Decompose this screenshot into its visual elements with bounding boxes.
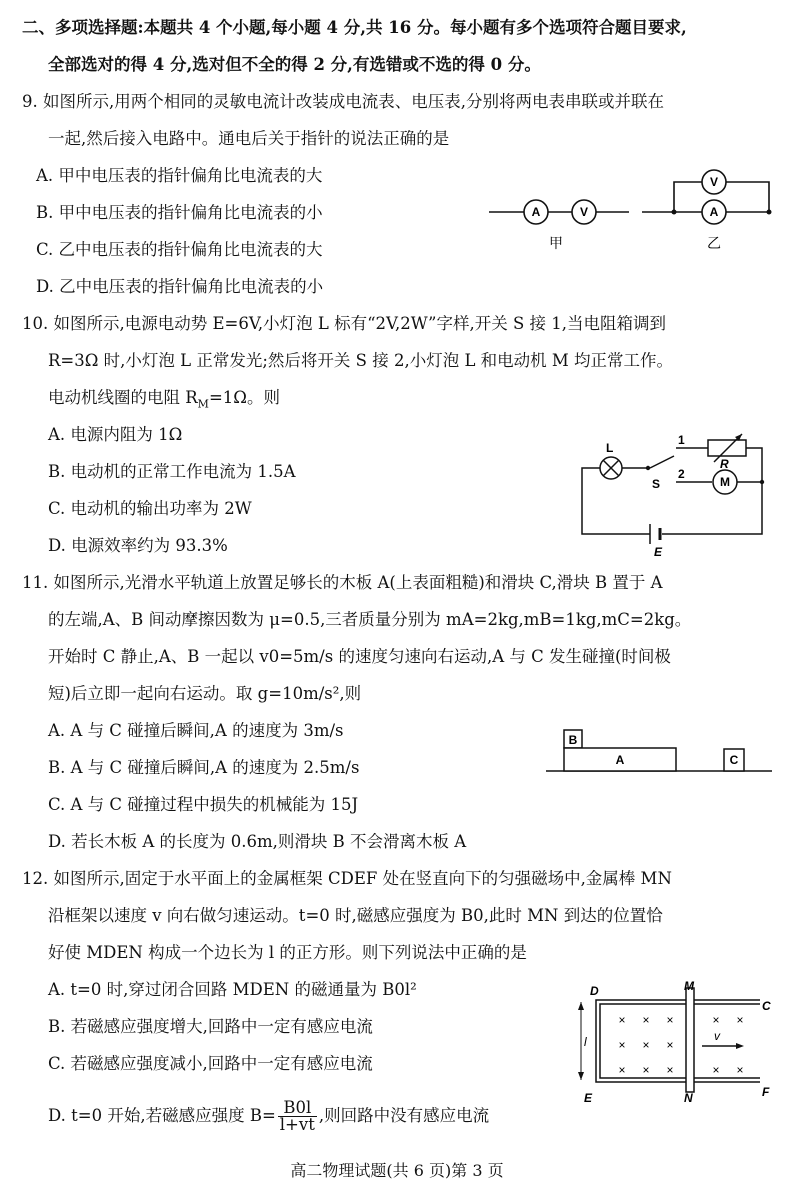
q11-option-c: C. A 与 C 碰撞过程中损失的机械能为 15J — [48, 795, 359, 814]
q12-field-cross: × — [618, 1063, 626, 1077]
q12-field-cross: × — [666, 1013, 674, 1027]
q10-circuit-figure — [570, 430, 780, 560]
q9-label-jia: 甲 — [549, 235, 563, 251]
q12-field-cross: × — [666, 1063, 674, 1077]
q9-ammeter-label-2: A — [709, 205, 719, 219]
q12-fraction-denominator: l+vt — [279, 1115, 315, 1134]
q11-figure — [544, 722, 776, 778]
q12-field-cross: × — [666, 1038, 674, 1052]
section-heading: 二、多项选择题:本题共 4 个小题,每小题 4 分,共 16 分。每小题有多个选项符合题目要求, — [22, 18, 687, 37]
q11-stem-2: 的左端,A、B 间动摩擦因数为 μ=0.5,三者质量分别为 mA=2kg,mB=1kg,mC=2kg。 — [48, 610, 692, 629]
q12-label-v: v — [714, 1029, 720, 1043]
q12-label-N: N — [684, 1091, 693, 1102]
q12-figure — [576, 978, 784, 1102]
q11-option-d: D. 若长木板 A 的长度为 0.6m,则滑块 B 不会滑离木板 A — [48, 832, 467, 851]
q10-option-b: B. 电动机的正常工作电流为 1.5A — [48, 462, 296, 481]
q10-option-d: D. 电源效率约为 93.3% — [48, 536, 228, 555]
q9-voltmeter-label: V — [579, 205, 589, 219]
q9-option-a: A. 甲中电压表的指针偏角比电流表的大 — [36, 166, 323, 185]
q12-fraction-numerator: B0l — [278, 1100, 317, 1117]
q11-stem-3: 开始时 C 静止,A、B 一起以 v0=5m/s 的速度匀速向右运动,A 与 C 发生碰撞(时间极 — [48, 647, 671, 666]
q12-option-a: A. t=0 时,穿过闭合回路 MDEN 的磁通量为 B0l² — [48, 980, 417, 999]
q11-option-b: B. A 与 C 碰撞后瞬间,A 的速度为 2.5m/s — [48, 758, 360, 777]
q10-option-c: C. 电动机的输出功率为 2W — [48, 499, 252, 518]
q11-block-C-label: C — [729, 753, 739, 767]
q12-field-cross: × — [618, 1013, 626, 1027]
q10-stem-2: R=3Ω 时,小灯泡 L 正常发光;然后将开关 S 接 2,小灯泡 L 和电动机 M 均正常工作。 — [48, 351, 674, 370]
q12-option-b: B. 若磁感应强度增大,回路中一定有感应电流 — [48, 1017, 373, 1036]
q9-option-b: B. 甲中电压表的指针偏角比电流表的小 — [36, 203, 323, 222]
q9-label-yi: 乙 — [707, 235, 721, 251]
q12-label-E: E — [584, 1091, 593, 1102]
q12-field-cross: × — [712, 1063, 720, 1077]
q12-option-c: C. 若磁感应强度减小,回路中一定有感应电流 — [48, 1054, 373, 1073]
q10-label-L: L — [606, 441, 614, 455]
q9-option-c: C. 乙中电压表的指针偏角比电流表的大 — [36, 240, 323, 259]
page-footer: 高二物理试题(共 6 页)第 3 页 — [290, 1161, 504, 1180]
q12-field-cross: × — [736, 1063, 744, 1077]
q12-label-D: D — [590, 984, 599, 998]
q12-stem-2: 沿框架以速度 v 向右做匀速运动。t=0 时,磁感应强度为 B0,此时 MN 到达的位置恰 — [48, 906, 663, 925]
q11-block-B-label: B — [568, 733, 578, 747]
q12-label-F: F — [762, 1085, 770, 1099]
q11-stem-4: 短)后立即一起向右运动。取 g=10m/s²,则 — [48, 684, 362, 703]
q12-field-cross: × — [642, 1038, 650, 1052]
q10-label-S: S — [652, 477, 661, 491]
q9-voltmeter-label-2: V — [709, 175, 719, 189]
q10-label-E: E — [654, 545, 663, 559]
q9-stem-2: 一起,然后接入电路中。通电后关于指针的说法正确的是 — [48, 129, 450, 148]
q12-label-M: M — [684, 979, 694, 993]
q10-label-2: 2 — [678, 467, 685, 481]
q12-field-cross: × — [642, 1013, 650, 1027]
q10-stem-1: 10. 如图所示,电源电动势 E=6V,小灯泡 L 标有“2V,2W”字样,开关 S 接 1,当电阻箱调到 — [22, 314, 666, 333]
q12-field-cross: × — [618, 1038, 626, 1052]
q10-option-a: A. 电源内阻为 1Ω — [48, 425, 183, 444]
q10-motor-label: M — [720, 475, 730, 489]
q9-ammeter-label: A — [531, 205, 541, 219]
q12-label-l: l — [584, 1035, 587, 1049]
q11-stem-1: 11. 如图所示,光滑水平轨道上放置足够长的木板 A(上表面粗糙)和滑块 C,滑块 B 置于 A — [22, 573, 663, 592]
q12-stem-3: 好使 MDEN 构成一个边长为 l 的正方形。则下列说法中正确的是 — [48, 943, 527, 962]
q10-label-R: R — [720, 457, 729, 471]
q9-figure — [484, 160, 784, 260]
q12-field-cross: × — [712, 1013, 720, 1027]
q9-option-d: D. 乙中电压表的指针偏角比电流表的小 — [36, 277, 324, 296]
section-scoring: 全部选对的得 4 分,选对但不全的得 2 分,有选错或不选的得 0 分。 — [48, 55, 541, 74]
q10-stem-3: 电动机线圈的电阻 $R_M=1\Omega$。则 — [48, 388, 280, 411]
q12-field-cross: × — [642, 1063, 650, 1077]
q10-label-1: 1 — [678, 433, 685, 447]
q12-option-d: D. t=0 开始,若磁感应强度 B= $\frac{B0l}{l+vt}$ ,则回路中没有感应电流 — [48, 1098, 490, 1134]
q11-option-a: A. A 与 C 碰撞后瞬间,A 的速度为 3m/s — [48, 721, 344, 740]
q12-label-C: C — [762, 999, 771, 1013]
q12-field-cross: × — [736, 1013, 744, 1027]
q9-stem-1: 9. 如图所示,用两个相同的灵敏电流计改装成电流表、电压表,分别将两电表串联或并联在 — [22, 92, 664, 111]
q12-stem-1: 12. 如图所示,固定于水平面上的金属框架 CDEF 处在竖直向下的匀强磁场中,金属棒 MN — [22, 869, 672, 888]
q11-board-A-label: A — [615, 753, 625, 767]
